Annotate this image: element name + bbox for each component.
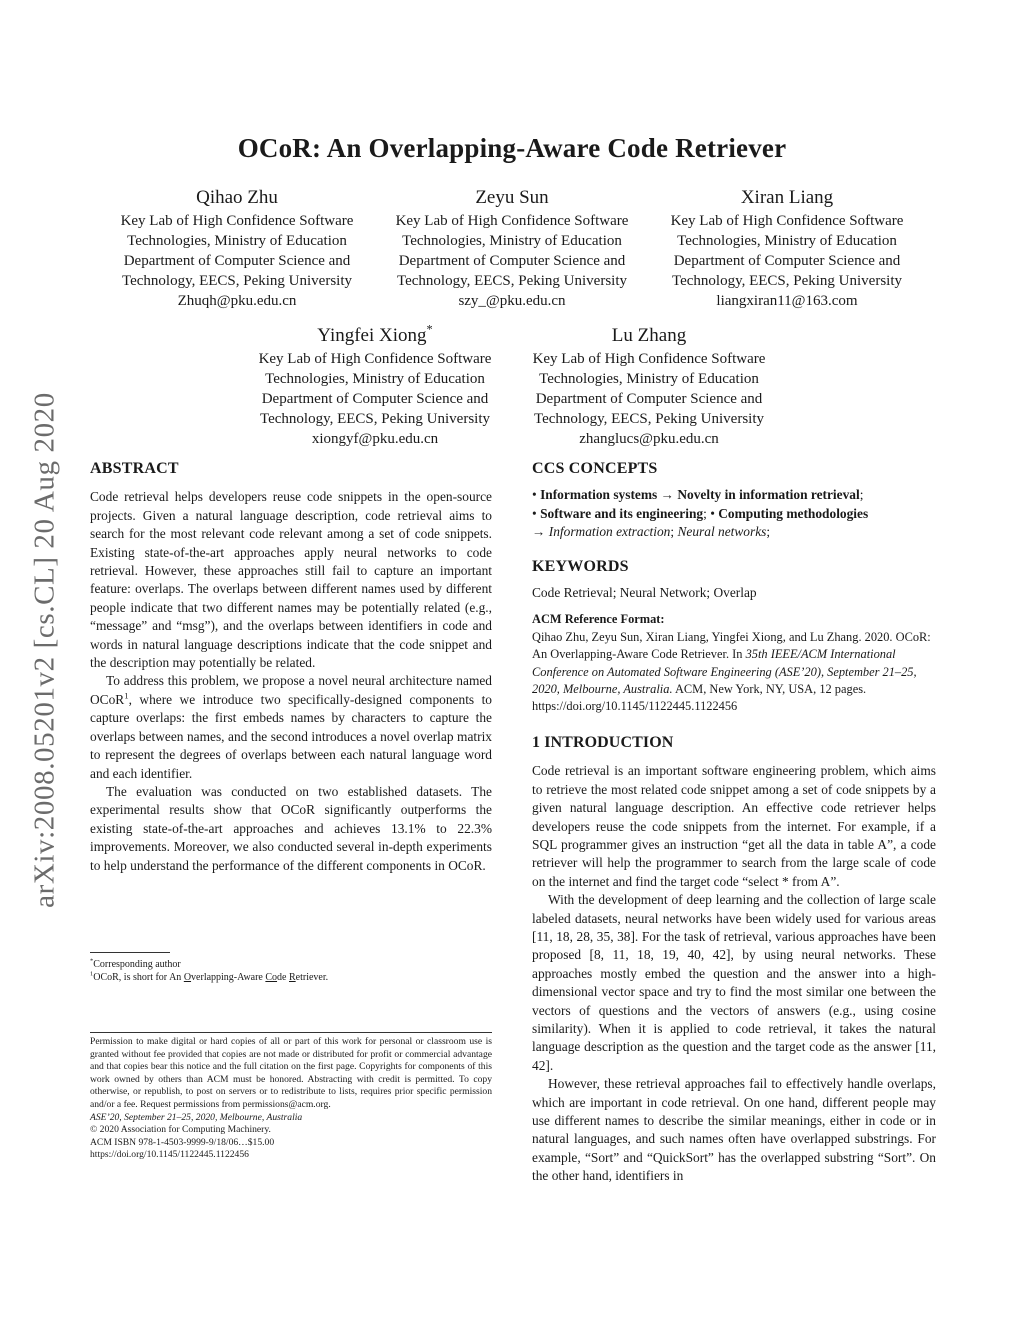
author-affiliation: Technology, EECS, Peking University <box>671 273 903 289</box>
author-affiliation: Technology, EECS, Peking University <box>533 411 765 427</box>
author-affiliation: Department of Computer Science and <box>535 391 763 407</box>
abstract-paragraph: Code retrieval helps developers reuse code snippets in the open-source projects. Given a natural language description, code retrieval aims to search for the most relevant code relevant among a set of code snippets. Existing state-of-the-art approaches apply neural networks to code retrieval. However, these approaches still fail to capture an important feature: overlaps. The overlaps between different names used by different people indicate that two different names may be potentially related (e.g., “message” and “msg”), and the overlaps between identifiers in code and words in natural language descriptions indicate that the code snippet and the description may potentially be related. <box>90 489 492 671</box>
author-affiliation: Technologies, Ministry of Education <box>402 233 622 249</box>
author-affiliation: Technologies, Ministry of Education <box>265 371 485 387</box>
author-affiliation: Technologies, Ministry of Education <box>539 371 759 387</box>
author-affiliation: Department of Computer Science and <box>673 253 901 269</box>
author-affiliation: Key Lab of High Confidence Software <box>120 213 354 229</box>
footnote: $^1$OCoR, is short for An Overlapping-Aware Code Retriever. <box>90 970 329 983</box>
author-affiliation: Department of Computer Science and <box>261 391 489 407</box>
author-block <box>240 324 510 449</box>
intro-paragraph: Code retrieval is an important software engineering problem, which aims to retrieve the most related code snippet among a set of code snippets by a given natural language description. An effective code retriever helps developers reuse the code snippets from the internet. For example, if a SQL programmer gives an instruction “get all the data in table A”, a code retriever will help the programmer to search from the large scale of code on the internet and find the target code “select * from A”. <box>532 763 936 889</box>
keywords-heading: KEYWORDS <box>532 557 629 575</box>
keywords-text: Code Retrieval; Neural Network; Overlap <box>532 585 757 601</box>
footnote: *Corresponding author <box>90 957 181 970</box>
introduction-heading: 1 INTRODUCTION <box>532 733 674 751</box>
reference-format-heading: ACM Reference Format: <box>532 612 665 627</box>
abstract-paragraph: The evaluation was conducted on two established datasets. The experimental results show that OCoR significantly outperforms the existing state-of-the-art approaches and achieves 13.1% to 22.3% improvements. Moreover, we also conducted several in-depth experiments to help understand the performance of the different components in OCoR. <box>90 783 492 873</box>
arxiv-stamp: arXiv:2008.05201v2 [cs.CL] 20 Aug 2020 <box>28 392 61 908</box>
author-name: Yingfei Xiong* <box>317 322 433 346</box>
author-block <box>377 186 647 311</box>
right-column <box>532 460 936 1186</box>
author-affiliation: Technologies, Ministry of Education <box>677 233 897 249</box>
abstract-section <box>90 460 492 875</box>
author-affiliation: Technologies, Ministry of Education <box>127 233 347 249</box>
author-affiliation: Technology, EECS, Peking University <box>259 411 491 427</box>
author-email: liangxiran11@163.com <box>716 293 858 309</box>
intro-paragraph: However, these retrieval approaches fail to effectively handle overlaps, which are important in code retrieval. On one hand, different people may use different names to describe the similar meanings, either in code or in natural languages, and such names often have overlapped substrings. For example, “Sort” and “QuickSort” has the overlapped substring “Sort”. On the other hand, identifiers in <box>532 1076 936 1184</box>
corresponding-mark: * <box>426 322 433 337</box>
isbn-line: ACM ISBN 978-1-4503-9999-9/18/06…$15.00 <box>90 1136 275 1148</box>
author-name: Xiran Liang <box>740 187 834 208</box>
abstract-paragraph: To address this problem, we propose a novel neural architecture named OCoR$^1$, where we introduce two specifically-designed components to capture overlaps: the first embeds names by characters to capture the overlaps between names, and the second introduces a novel overlap matrix to represent the degrees of overlaps between each natural language word and each identifier. <box>90 673 492 781</box>
author-name: Qihao Zhu <box>196 187 278 208</box>
author-affiliation: Key Lab of High Confidence Software <box>670 213 904 229</box>
author-block <box>514 324 784 449</box>
reference-format: Qihao Zhu, Zeyu Sun, Xiran Liang, Yingfei Xiong, and Lu Zhang. 2020. OCoR: An Overlapping-Aware Code Retriever. In 35th IEEE/ACM International Conference on Automated Software Engineering (ASE’20), September 21–25, 2020, Melbourne, Australia. ACM, New York, NY, USA, 12 pages. https://doi.org/10.1145/1122445.1122456 <box>532 629 931 714</box>
footnote-ref: 1 <box>124 690 129 701</box>
author-affiliation: Technology, EECS, Peking University <box>396 273 628 289</box>
intro-paragraph: With the development of deep learning and the collection of large scale labeled datasets, neural networks have been widely used for various areas [11, 18, 28, 35, 38]. For the task of retrieval, various approaches have been proposed [8, 11, 18, 19, 40, 42], by using neural networks. These approaches mostly embed the question and the answer into a high-dimensional vector space and try to find the most similar one between the vectors of questions and the vectors of answers (e.g., using cosine similarity). When it is applied to code retrieval, it takes the natural language description as the question and the target code as the answer [11, 42]. <box>532 892 936 1073</box>
author-block <box>652 186 922 311</box>
author-email: zhanglucs@pku.edu.cn <box>579 431 719 447</box>
author-affiliation: Technology, EECS, Peking University <box>121 273 353 289</box>
author-affiliation: Key Lab of High Confidence Software <box>258 351 492 367</box>
author-email: Zhuqh@pku.edu.cn <box>177 293 297 309</box>
footnotes <box>90 958 492 984</box>
paper-title: OCoR: An Overlapping-Aware Code Retriever <box>237 133 787 163</box>
author-name: Lu Zhang <box>611 325 687 346</box>
permission-block <box>90 1036 492 1162</box>
permission-rule <box>90 1032 492 1033</box>
ccs-concepts: • Information systems → Novelty in information retrieval; • Software and its engineering; • Computing methodologies → Information extraction; Neural networks; <box>532 487 869 540</box>
author-email: szy_@pku.edu.cn <box>458 293 566 309</box>
author-affiliation: Key Lab of High Confidence Software <box>532 351 766 367</box>
footnote-rule <box>90 952 170 953</box>
copyright-line: © 2020 Association for Computing Machinery. <box>90 1124 271 1136</box>
author-email: xiongyf@pku.edu.cn <box>311 431 439 447</box>
author-name: Zeyu Sun <box>475 187 549 208</box>
abstract-heading: ABSTRACT <box>90 460 179 477</box>
ccs-heading: CCS CONCEPTS <box>532 460 658 477</box>
conference-line: ASE’20, September 21–25, 2020, Melbourne, Australia <box>90 1111 303 1123</box>
author-block <box>102 186 372 311</box>
author-affiliation: Key Lab of High Confidence Software <box>395 213 629 229</box>
doi-link[interactable]: https://doi.org/10.1145/1122445.1122456 <box>90 1149 249 1161</box>
author-affiliation: Department of Computer Science and <box>398 253 626 269</box>
permission-text: Permission to make digital or hard copies of all or part of this work for personal or classroom use is granted without fee provided that copies are not made or distributed for profit or commercial advantage and that copies bear this notice and the full citation on the first page. Copyrights for components of this work owned by others than ACM must be honored. Abstracting with credit is permitted. To copy otherwise, or republish, to post on servers or to redistribute to lists, requires prior specific permission and/or a fee. Request permissions from permissions@acm.org. <box>90 1036 492 1110</box>
author-affiliation: Department of Computer Science and <box>123 253 351 269</box>
